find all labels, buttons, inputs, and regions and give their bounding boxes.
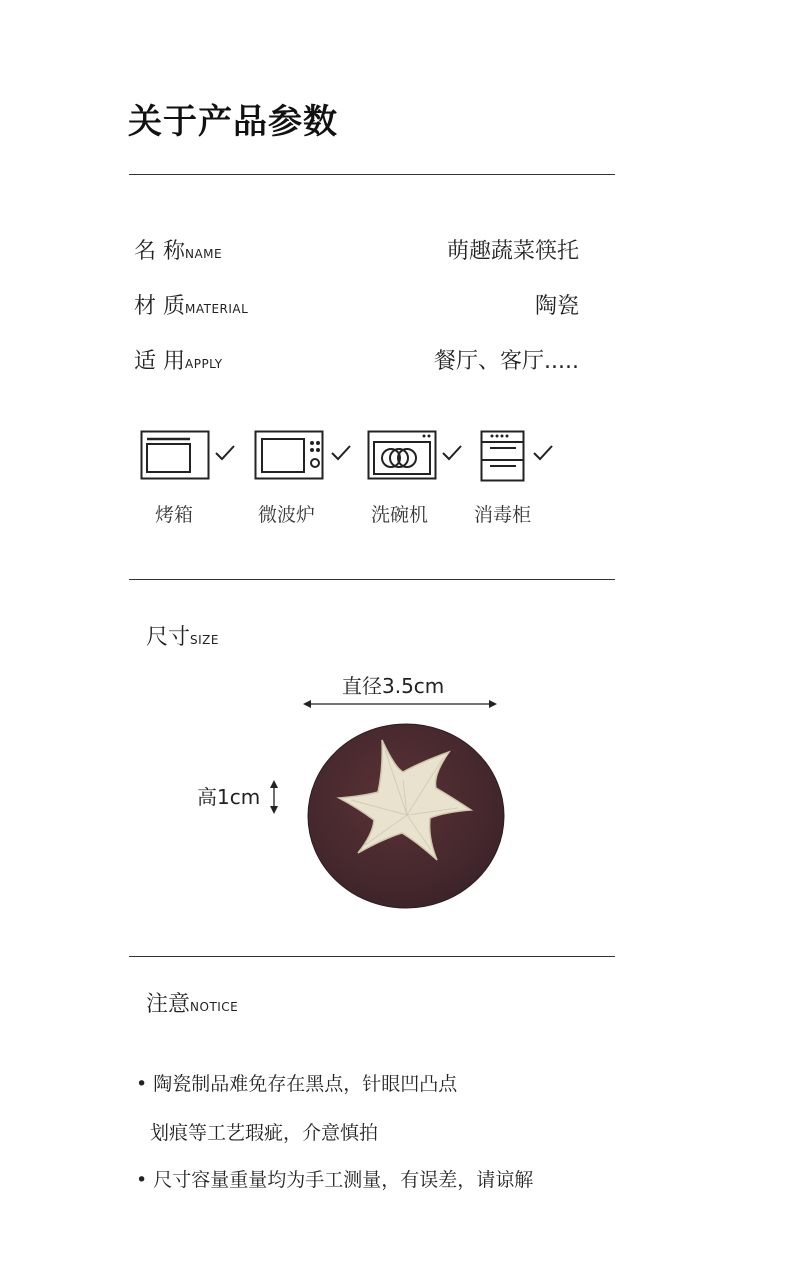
param-value-material: 陶瓷 bbox=[534, 294, 579, 319]
dishwasher-icon bbox=[367, 430, 437, 482]
oven-icon bbox=[140, 430, 210, 482]
check-icon bbox=[441, 444, 463, 462]
height-label: 高1cm bbox=[197, 785, 261, 809]
microwave-icon bbox=[254, 430, 324, 482]
param-label-en: NAME bbox=[185, 247, 223, 261]
sterilizer-cabinet-icon bbox=[480, 430, 526, 482]
notice-item-text: 尺寸容量重量均为手工测量，有误差，请谅解 bbox=[153, 1169, 534, 1191]
diameter-label: 直径3.5cm bbox=[342, 674, 445, 698]
check-icon bbox=[532, 444, 554, 462]
param-label-cn: 材 质 bbox=[134, 294, 185, 319]
size-heading-cn: 尺寸 bbox=[146, 625, 191, 650]
divider bbox=[129, 579, 615, 580]
param-label-cn: 名 称 bbox=[134, 239, 185, 264]
check-icon bbox=[214, 444, 236, 462]
product-image bbox=[303, 720, 509, 912]
page-title: 关于产品参数 bbox=[128, 102, 338, 142]
appliance-label: 微波炉 bbox=[258, 504, 316, 526]
bullet-icon: • bbox=[136, 1169, 154, 1191]
notice-item bbox=[136, 1165, 533, 1192]
param-value-name: 萌趣蔬菜筷托 bbox=[446, 239, 579, 264]
notice-heading-en: NOTICE bbox=[190, 1000, 239, 1014]
size-heading bbox=[146, 620, 219, 651]
divider bbox=[129, 174, 615, 175]
notice-item-text: 陶瓷制品难免存在黑点，针眼凹凸点 bbox=[153, 1073, 458, 1095]
param-label-apply bbox=[134, 344, 223, 375]
appliance-label: 烤箱 bbox=[155, 504, 194, 526]
param-value-apply: 餐厅、客厅..... bbox=[434, 349, 579, 374]
bullet-icon: • bbox=[136, 1073, 154, 1095]
param-label-name bbox=[134, 234, 222, 265]
param-label-en: MATERIAL bbox=[185, 302, 249, 316]
appliance-label: 洗碗机 bbox=[371, 504, 429, 526]
param-label-en: APPLY bbox=[185, 357, 223, 371]
notice-item bbox=[136, 1069, 457, 1096]
check-icon bbox=[330, 444, 352, 462]
diameter-arrow bbox=[302, 697, 498, 711]
notice-heading-cn: 注意 bbox=[146, 992, 191, 1017]
notice-item-continued: 划痕等工艺瑕疵，介意慎拍 bbox=[150, 1122, 379, 1144]
appliance-label: 消毒柜 bbox=[474, 504, 532, 526]
height-arrow bbox=[268, 779, 280, 815]
size-heading-en: SIZE bbox=[190, 633, 219, 647]
param-label-material bbox=[134, 289, 248, 320]
param-label-cn: 适 用 bbox=[134, 349, 185, 374]
notice-heading bbox=[146, 987, 238, 1018]
divider bbox=[129, 956, 615, 957]
